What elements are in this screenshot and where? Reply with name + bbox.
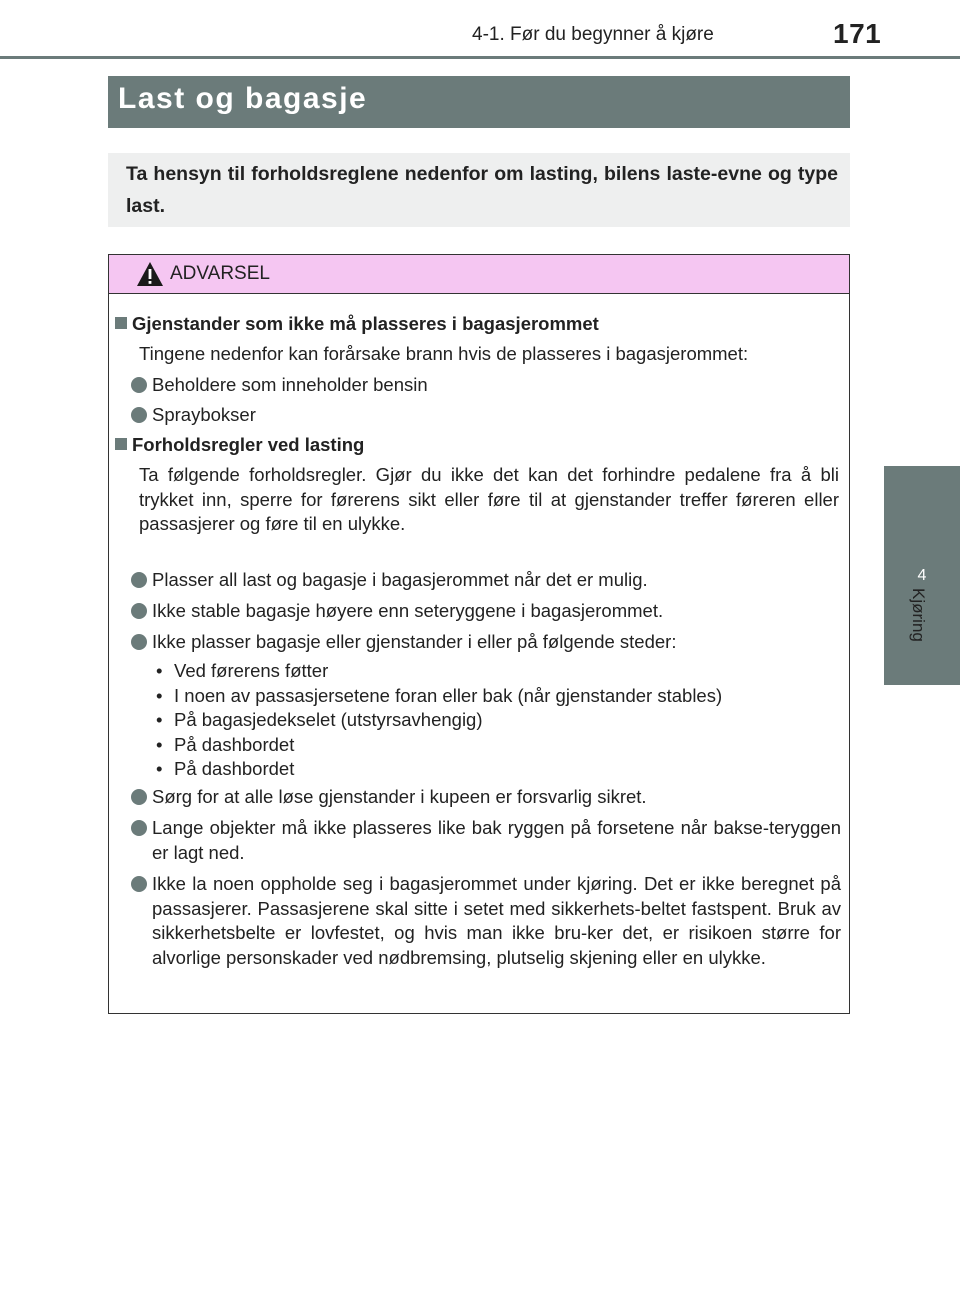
round-bullet-icon xyxy=(131,603,147,619)
list-item: Plasser all last og bagasje i bagasjerommet når det er mulig. xyxy=(115,568,841,593)
list-item: Sørg for at alle løse gjenstander i kupeen er forsvarlig sikret. xyxy=(115,785,841,810)
square-bullet-icon xyxy=(115,438,127,450)
list-item: Lange objekter må ikke plasseres like bak ryggen på forsetene når bakse-teryggen er lagt ned. xyxy=(115,816,841,865)
section-text: Ta følgende forholdsregler. Gjør du ikke det kan det forhindre pedalene fra å bli trykket inn, sperre for førerens sikt eller føre til at gjenstander treffer føreren eller passasjerer og føre til en ulykke. xyxy=(139,464,839,534)
section-heading xyxy=(115,312,835,337)
sub-list-item: • På bagasjedekselet (utstyrsavhengig) xyxy=(156,708,836,733)
page-title: Last og bagasje xyxy=(118,82,368,115)
sub-list xyxy=(156,659,836,782)
square-bullet-icon xyxy=(115,317,127,329)
sub-list-item: • På dashbordet xyxy=(156,757,836,782)
chapter-label-text: Kjøring xyxy=(909,588,928,642)
sub-list-item: • På dashbordet xyxy=(156,733,836,758)
page-number: 171 xyxy=(833,18,882,49)
round-bullet-icon xyxy=(131,789,147,805)
list-item: Beholdere som inneholder bensin xyxy=(115,373,841,398)
round-bullet-icon xyxy=(131,407,147,423)
list-item: Ikke stable bagasje høyere enn seteryggene i bagasjerommet. xyxy=(115,599,841,624)
round-bullet-icon xyxy=(131,820,147,836)
round-bullet-icon xyxy=(131,634,147,650)
section-text: Tingene nedenfor kan forårsake brann hvis de plasseres i bagasjerommet: xyxy=(139,343,749,364)
sub-list-item: • Ved førerens føtter xyxy=(156,659,836,684)
intro-text: Ta hensyn til forholdsreglene nedenfor om lasting, bilens laste-evne og type last. xyxy=(126,163,838,217)
round-bullet-icon xyxy=(131,572,147,588)
list-item: Ikke la noen oppholde seg i bagasjerommet under kjøring. Det er ikke beregnet på passasjerer. Passasjerene skal sitte i setet med sikkerhets-beltet fastspent. Bruk av sikkerhetsbelte er lovfestet, og hvis man ikke bru-ker det, er risikoen større for alvorlige personskader ved nødbremsing, plutselig skjening eller en ulykke. xyxy=(115,872,841,970)
section-paragraph xyxy=(115,463,839,537)
warning-label: ADVARSEL xyxy=(170,263,270,284)
warning-box xyxy=(108,254,850,1014)
header-divider xyxy=(0,56,960,59)
header-section-title: 4-1. Før du begynner å kjøre xyxy=(472,24,714,45)
sub-list-item: • I noen av passasjersetene foran eller bak (når gjenstander stables) xyxy=(156,684,836,709)
section-title: Gjenstander som ikke må plasseres i bagasjerommet xyxy=(132,313,599,334)
intro-box xyxy=(108,153,850,227)
section-title: Forholdsregler ved lasting xyxy=(132,434,365,455)
page-title-bar xyxy=(108,76,850,128)
chapter-label xyxy=(906,588,946,648)
warning-triangle-icon xyxy=(136,261,164,287)
round-bullet-icon xyxy=(131,876,147,892)
round-bullet-icon xyxy=(131,377,147,393)
section-paragraph xyxy=(115,342,835,367)
list-item: Spraybokser xyxy=(115,403,841,428)
warning-header xyxy=(109,255,849,294)
chapter-number: 4 xyxy=(917,566,927,584)
section-heading xyxy=(115,433,835,458)
chapter-tab xyxy=(884,466,960,685)
list-item: Ikke plasser bagasje eller gjenstander i eller på følgende steder: xyxy=(115,630,841,655)
